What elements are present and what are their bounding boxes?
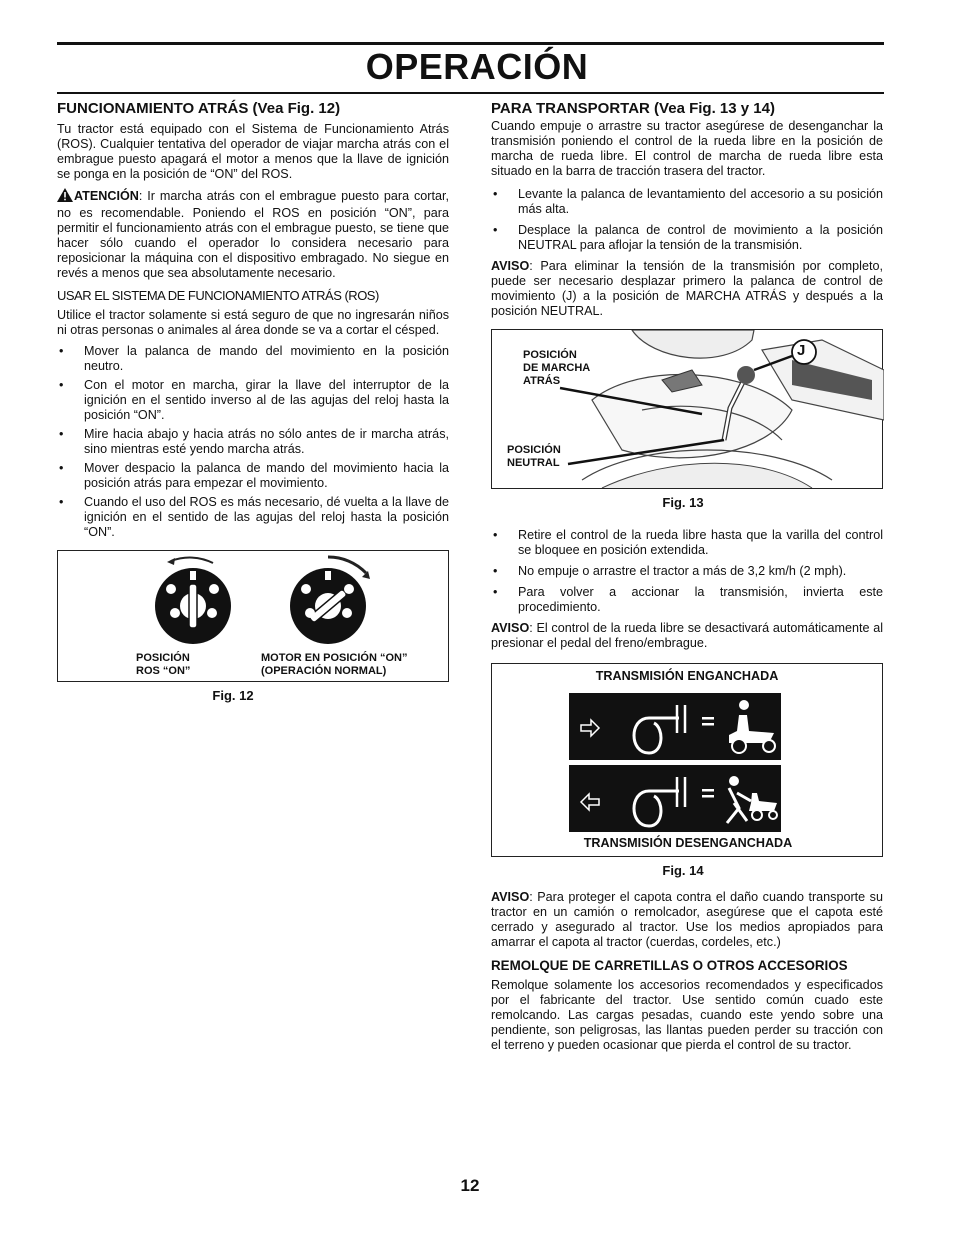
fig13-label-reverse: POSICIÓN DE MARCHA ATRÁS — [523, 349, 591, 387]
left-column — [57, 100, 449, 715]
list-item: • Mover despacio la palanca de mando del movimiento hacia la posición atrás para empezar el movimiento. — [57, 461, 449, 491]
transport-bullet-list-1 — [491, 187, 883, 253]
figure-14 — [491, 663, 883, 857]
fig14-title-disengaged: TRANSMISIÓN DESENGANCHADA — [583, 836, 793, 850]
fig13-callout-j: J — [797, 342, 806, 359]
towing-text: Remolque solamente los accesorios recomendados y especificados por el fabricante del tractor. Use sentido común cuado este remolcando. Las cargas pesadas, cuando este yendo sobre una pendiente, son peligrosas, las llantas pueden perder su tracción con el terreno y pueden ocasionar que pierda el control de su tractor. — [491, 978, 883, 1052]
transport-intro: Cuando empuje o arrastre su tractor asegúrese de desenganchar la transmisión poniendo el control de la rueda libre en la posición de marcha de rueda libre. El control de marcha de rueda libre esta situado en la barra de tracción trasera del tractor. — [491, 119, 883, 178]
aviso-paragraph-3: AVISO: Para proteger el capota contra el daño cuando transporte su tractor en un camión o remolcador, asegúrese que el capota esté cerrado y asegurado al tractor. Use los medios apropiados para amarrar el capota al tractor (cuerdas, cordeles, etc.) — [491, 890, 883, 949]
list-item: • Para volver a accionar la transmisión, invierta este procedimiento. — [491, 585, 883, 615]
fig13-caption: Fig. 13 — [662, 495, 704, 510]
section-heading-transport: PARA TRANSPORTAR (Vea Fig. 13 y 14) — [491, 100, 775, 117]
fig12-label-ros: POSICIÓN ROS “ON” — [136, 652, 191, 677]
aviso-paragraph-1: AVISO: Para eliminar la tensión de la transmisión por completo, puede ser necesario desplazar primero la palanca de control de movimiento (J) a la posición de MARCHA ATRÁS y después a la posición NEUTRAL. — [491, 259, 883, 318]
list-item: • No empuje o arrastre el tractor a más de 3,2 km/h (2 mph). — [491, 564, 883, 579]
list-item: • Desplace la palanca de control de movimiento a la posición NEUTRAL para aflojar la tensión de la transmisión. — [491, 223, 883, 253]
transmission-icons-illustration — [569, 693, 781, 833]
warning-paragraph — [57, 188, 449, 281]
ros-intro: Utilice el tractor solamente si está seguro de que no ingresarán niños ni otras personas o animales al área donde se va a cortar el césped. — [57, 308, 449, 337]
ros-subheading: USAR EL SISTEMA DE FUNCIONAMIENTO ATRÁS (ROS) — [57, 288, 379, 303]
fig14-caption: Fig. 14 — [662, 863, 704, 878]
warning-label: ATENCIÓN — [74, 189, 139, 203]
ignition-switch-ros-illustration — [123, 551, 263, 651]
figure-13 — [491, 329, 883, 489]
right-column — [491, 100, 883, 1059]
fig13-label-neutral: POSICIÓN NEUTRAL — [507, 444, 561, 469]
header-rule-bottom — [57, 92, 884, 94]
warning-text: : Ir marcha atrás con el embrague puesto para cortar, no es recomendable. Poniendo el ROS en posición “ON”, para permitir el funcionamiento atrás con el embrague puesto, se tiene que hacer sólo cuando el operador lo considera necesario para reposicionar la máquina con el dispositivo embragado. No siegue en revés a menos que sea absolutamente necesario. — [57, 189, 449, 280]
transport-bullet-list-2 — [491, 528, 883, 615]
reverse-intro: Tu tractor está equipado con el Sistema de Funcionamiento Atrás (ROS). Cualquier tentativa del operador de viajar marcha atrás con el embrague puesto apagará el motor a menos que la llave de ignición se ponga en la posición de “ON” del ROS. — [57, 122, 449, 181]
fig12-label-motor: MOTOR EN POSICIÓN “ON” (OPERACIÓN NORMAL) — [261, 652, 408, 677]
ignition-switch-normal-illustration — [258, 551, 398, 651]
page-title: OPERACIÓN — [365, 46, 589, 87]
list-item: • Levante la palanca de levantamiento del accesorio a su posición más alta. — [491, 187, 883, 217]
fig12-caption: Fig. 12 — [212, 688, 254, 703]
figure-12 — [57, 550, 449, 682]
towing-heading: REMOLQUE DE CARRETILLAS O OTROS ACCESORIOS — [491, 958, 848, 973]
list-item: • Cuando el uso del ROS es más necesario, dé vuelta a la llave de ignición en el sentido de las agujas del reloj hasta la posición “ON”. — [57, 495, 449, 540]
list-item: • Mire hacia abajo y hacia atrás no sólo antes de ir marcha atrás, sino mientras esté yendo marcha atrás. — [57, 427, 449, 457]
list-item: • Con el motor en marcha, girar la llave del interruptor de la ignición en el sentido inverso al de las agujas del reloj hasta la posición “ON”. — [57, 378, 449, 423]
aviso-paragraph-2: AVISO: El control de la rueda libre se desactivará automáticamente al presionar el pedal del freno/embrague. — [491, 621, 883, 650]
fig14-title-engaged: TRANSMISIÓN ENGANCHADA — [595, 669, 779, 683]
page-number: 12 — [460, 1176, 480, 1195]
section-heading-reverse: FUNCIONAMIENTO ATRÁS (Vea Fig. 12) — [57, 100, 341, 117]
ros-bullet-list — [57, 344, 449, 540]
list-item: • Retire el control de la rueda libre hasta que la varilla del control se bloquee en posición extendida. — [491, 528, 883, 558]
list-item: • Mover la palanca de mando del movimiento en la posición neutro. — [57, 344, 449, 374]
warning-icon — [57, 188, 73, 206]
